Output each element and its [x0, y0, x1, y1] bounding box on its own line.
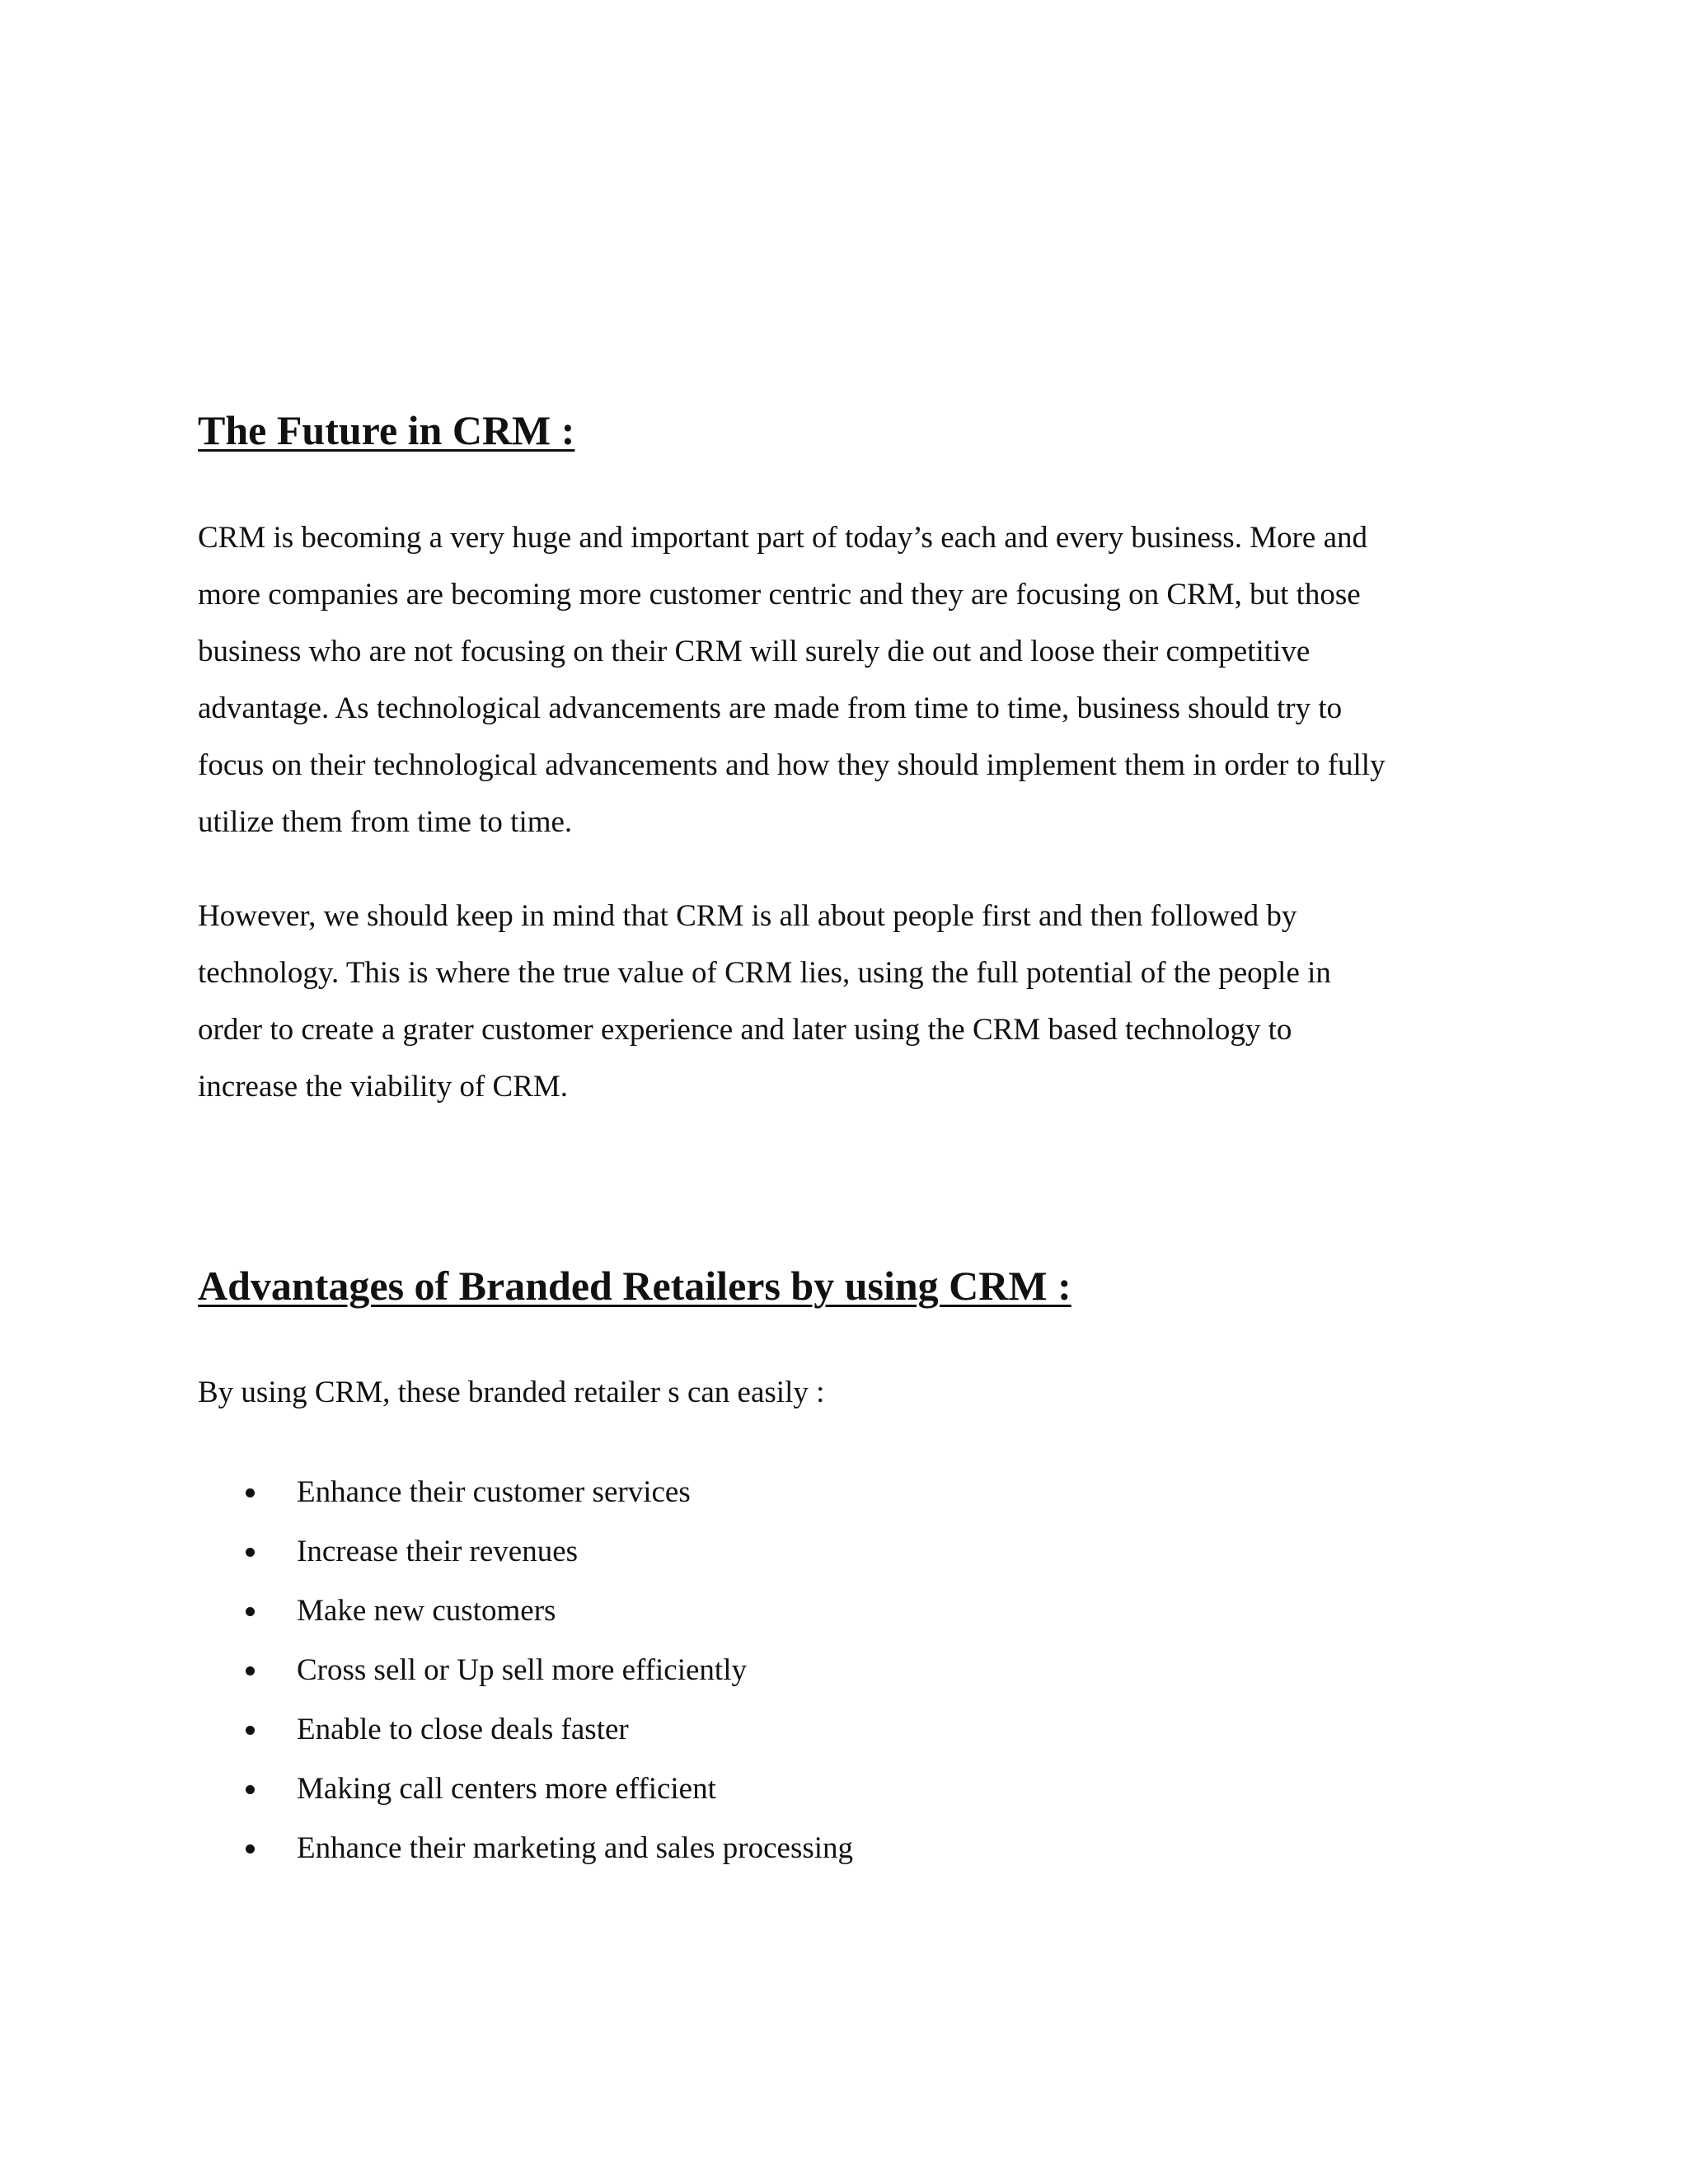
- bullet-icon: [246, 1548, 255, 1557]
- paragraph-line: focus on their technological advancements and how they should implement them in order to fully: [198, 748, 1386, 782]
- paragraph-line: more companies are becoming more customer centric and they are focusing on CRM, but those: [198, 578, 1361, 612]
- paragraph-line: By using CRM, these branded retailer s can easily :: [198, 1376, 825, 1409]
- paragraph-line: However, we should keep in mind that CRM is all about people first and then followed by: [198, 899, 1297, 933]
- list-item: [198, 1582, 853, 1641]
- list-item-text: Making call centers more efficient: [297, 1772, 716, 1806]
- list-item-text: Enable to close deals faster: [297, 1713, 629, 1746]
- paragraph-line: business who are not focusing on their CRM will surely die out and loose their competitive: [198, 635, 1311, 668]
- paragraph-line: order to create a grater customer experience and later using the CRM based technology to: [198, 1013, 1292, 1047]
- paragraph-line: advantage. As technological advancements are made from time to time, business should try to: [198, 691, 1343, 725]
- bullet-icon: [246, 1607, 255, 1616]
- bullet-icon: [246, 1844, 255, 1854]
- paragraph-crm-importance: [198, 509, 1492, 851]
- paragraph-line: utilize them from time to time.: [198, 805, 573, 839]
- advantages-list: [198, 1463, 853, 1878]
- section-heading-advantages: Advantages of Branded Retailers by using CRM :: [198, 1263, 1071, 1309]
- bullet-icon: [246, 1726, 255, 1735]
- list-item: [198, 1819, 853, 1878]
- bullet-icon: [246, 1488, 255, 1497]
- list-item: [198, 1700, 853, 1760]
- list-item-text: Enhance their customer services: [297, 1475, 691, 1509]
- list-item: [198, 1463, 853, 1522]
- advantages-intro: [198, 1364, 1492, 1421]
- paragraph-line: increase the viability of CRM.: [198, 1070, 569, 1104]
- list-item: [198, 1641, 853, 1700]
- paragraph-line: technology. This is where the true value of CRM lies, using the full potential of the people in: [198, 956, 1331, 990]
- list-item-text: Enhance their marketing and sales processing: [297, 1831, 854, 1865]
- bullet-icon: [246, 1666, 255, 1675]
- paragraph-people-first: [198, 888, 1492, 1115]
- list-item-text: Increase their revenues: [297, 1535, 579, 1568]
- section-heading-future-in-crm: The Future in CRM :: [198, 407, 575, 453]
- list-item: [198, 1760, 853, 1819]
- paragraph-line: CRM is becoming a very huge and important part of today’s each and every business. More and: [198, 521, 1368, 555]
- list-item-text: Make new customers: [297, 1594, 556, 1628]
- list-item-text: Cross sell or Up sell more efficiently: [297, 1653, 747, 1687]
- list-item: [198, 1522, 853, 1582]
- bullet-icon: [246, 1785, 255, 1794]
